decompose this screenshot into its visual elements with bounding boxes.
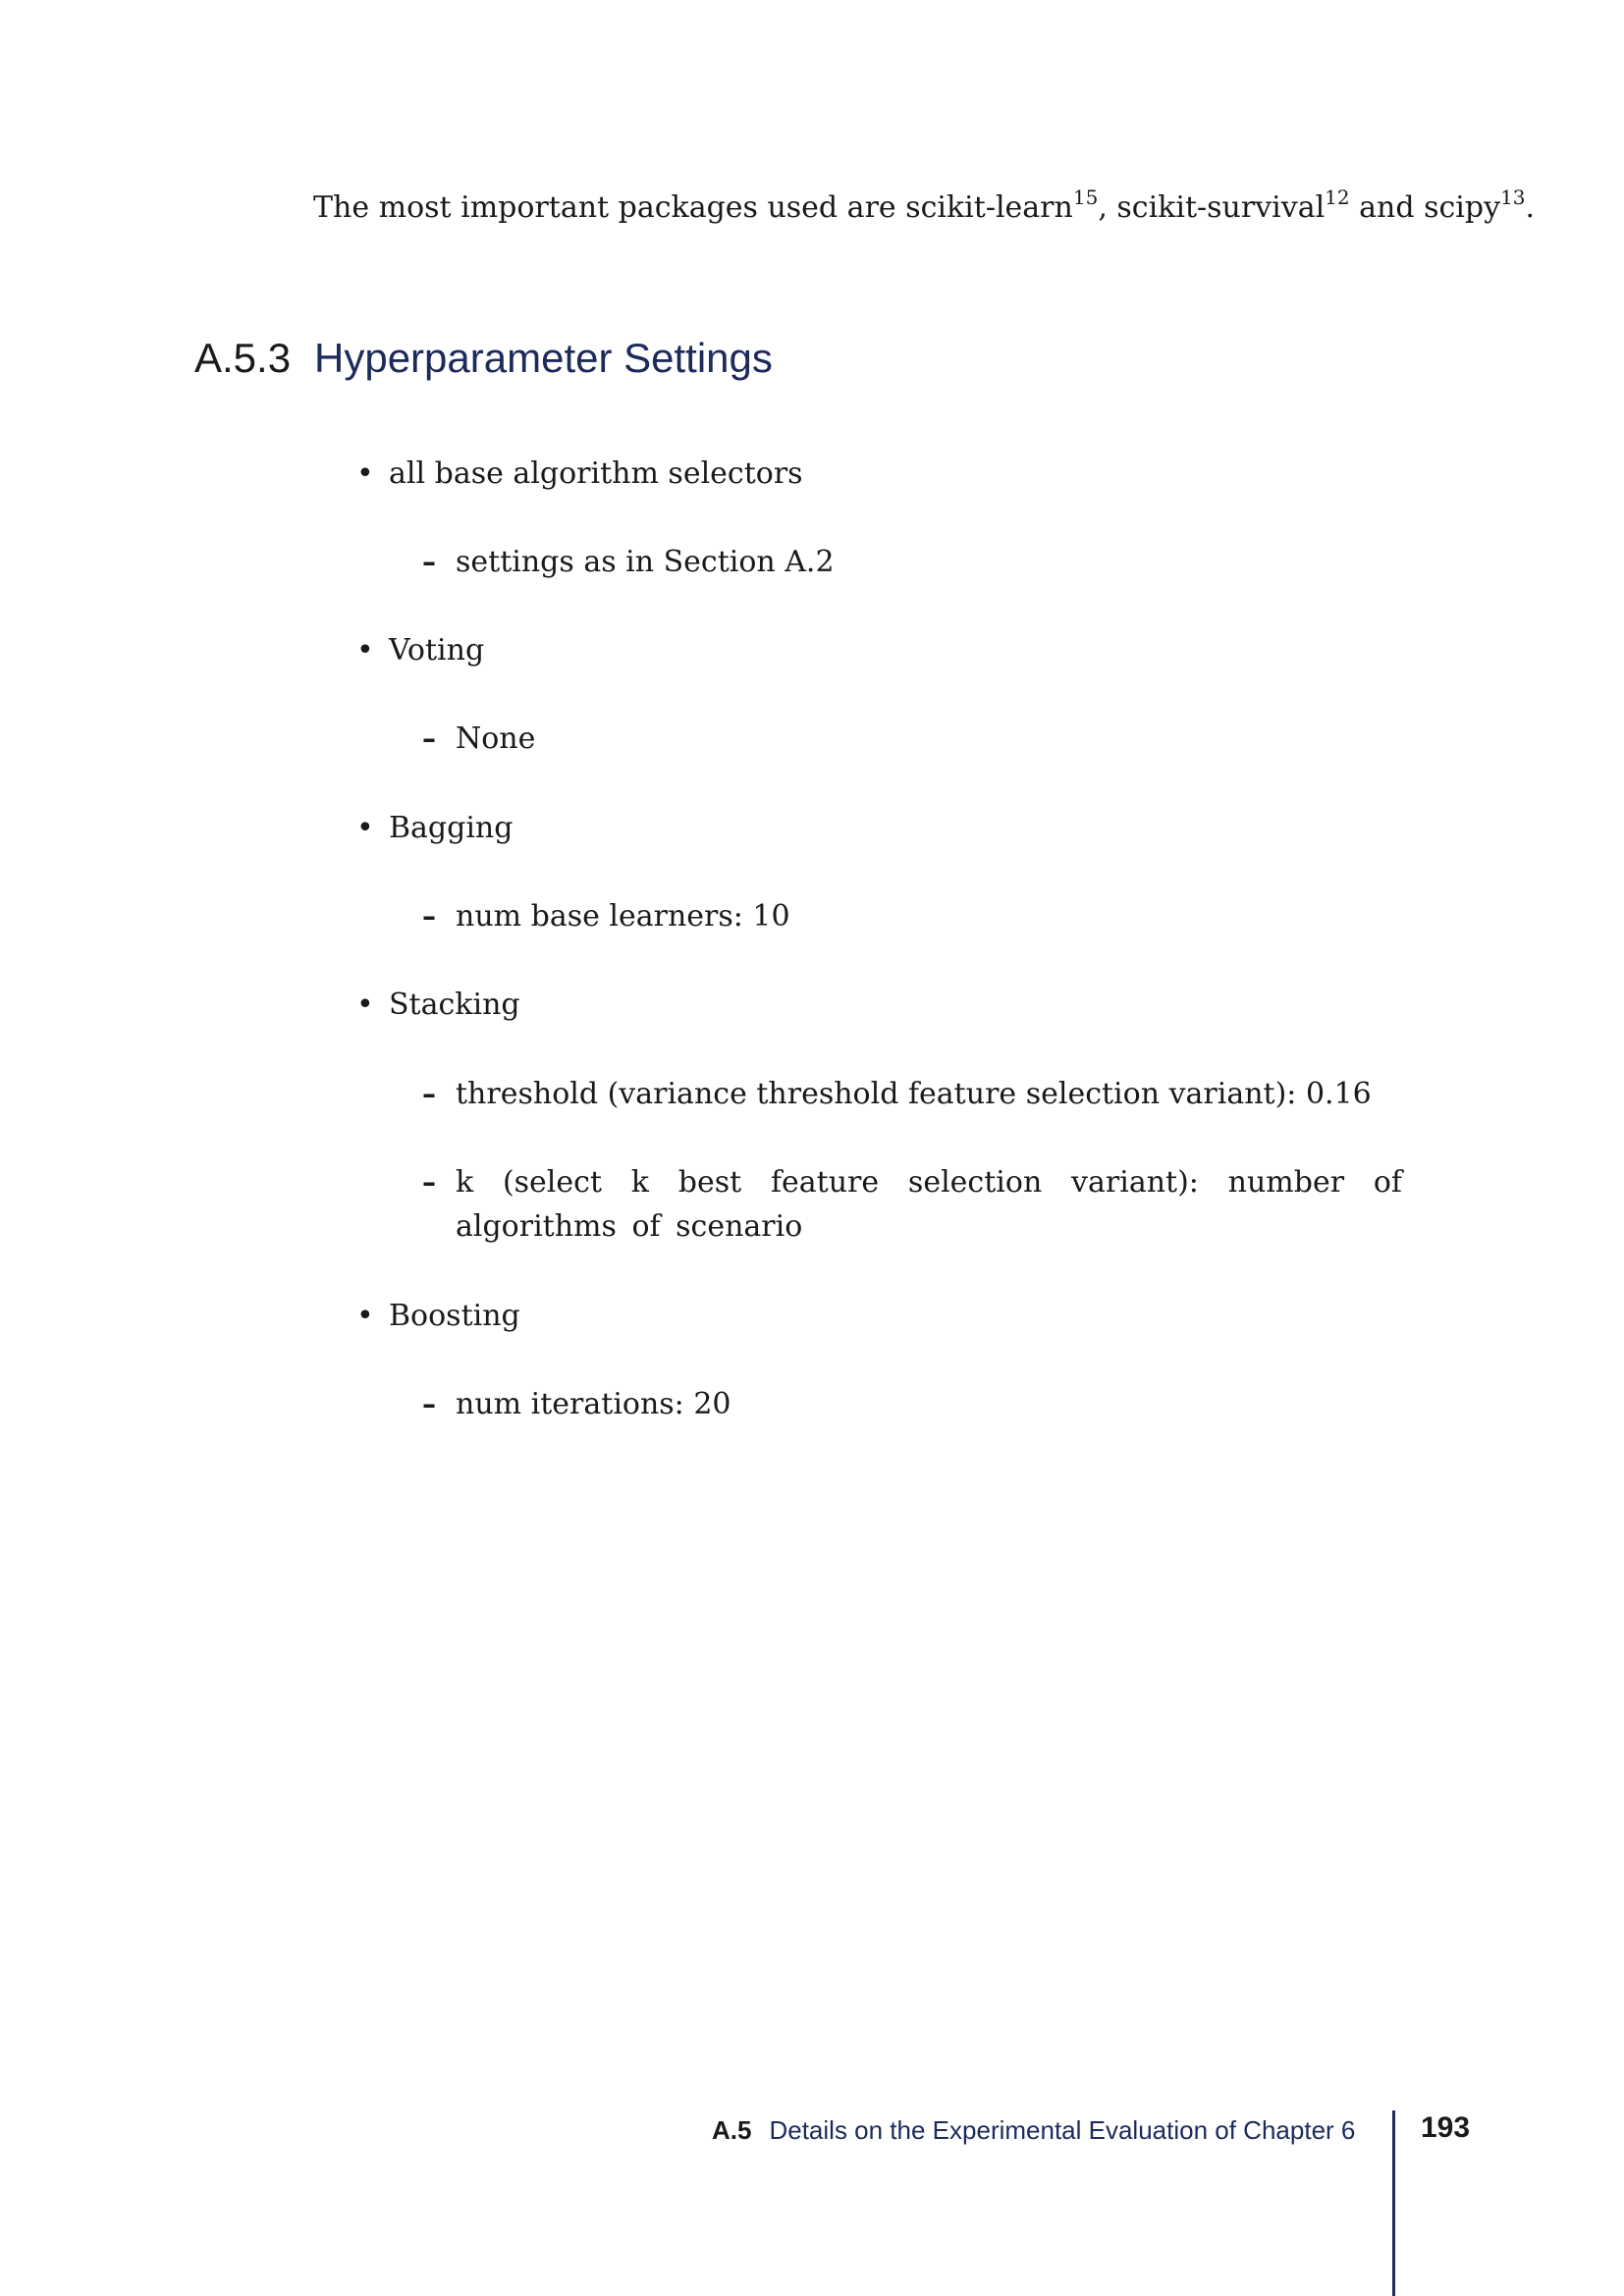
section-title: Hyperparameter Settings [314,335,773,381]
sub-item-num-base-learners: num base learners: 10 [456,899,790,934]
dash-icon: – [422,546,436,578]
footer-section-number: A.5 [712,2115,752,2145]
dash-icon: – [422,900,436,933]
list-item-boosting: Boosting [389,1299,520,1333]
section-number: A.5.3 [194,335,292,381]
sub-item-num-iterations: num iterations: 20 [456,1387,731,1421]
sub-item-settings: settings as in Section A.2 [456,545,835,579]
sub-item-threshold: threshold (variance threshold feature selection variant): 0.16 [456,1077,1372,1111]
sub-item-none: None [456,721,536,756]
footnote-ref-15[interactable]: 15 [1072,186,1099,209]
footnote-ref-13[interactable]: 13 [1500,186,1526,209]
footer-section-title[interactable]: Details on the Experimental Evaluation of Chapter 6 [769,2115,1356,2145]
list-item-all-base-selectors: all base algorithm selectors [389,456,803,491]
intro-paragraph [313,188,1535,228]
dash-icon: – [422,1388,436,1420]
list-item-stacking: Stacking [389,988,520,1022]
list-item-voting: Voting [389,633,485,667]
bullet-icon: • [356,456,374,491]
intro-text-1: The most important packages used are scikit-learn [313,190,1073,225]
dash-icon: – [422,722,436,755]
bullet-icon: • [356,633,374,667]
bullet-icon: • [356,811,374,845]
section-heading [194,333,773,384]
list-item-bagging: Bagging [389,811,514,845]
dash-icon: – [422,1078,436,1110]
sub-item-k-select: k (select k best feature selection variant): number of algorithms of scenario [456,1165,1402,1244]
intro-text-3: and scipy [1349,190,1501,225]
intro-text-4: . [1525,190,1536,225]
footnote-ref-12[interactable]: 12 [1325,186,1350,209]
page-number: 193 [1421,2111,1471,2144]
bullet-icon: • [356,1299,374,1333]
running-footer [712,2113,1355,2147]
bullet-icon: • [356,988,374,1022]
footer-rule [1392,2110,1395,2296]
intro-text-2: , scikit-survival [1098,190,1326,225]
dash-icon: – [422,1166,436,1199]
